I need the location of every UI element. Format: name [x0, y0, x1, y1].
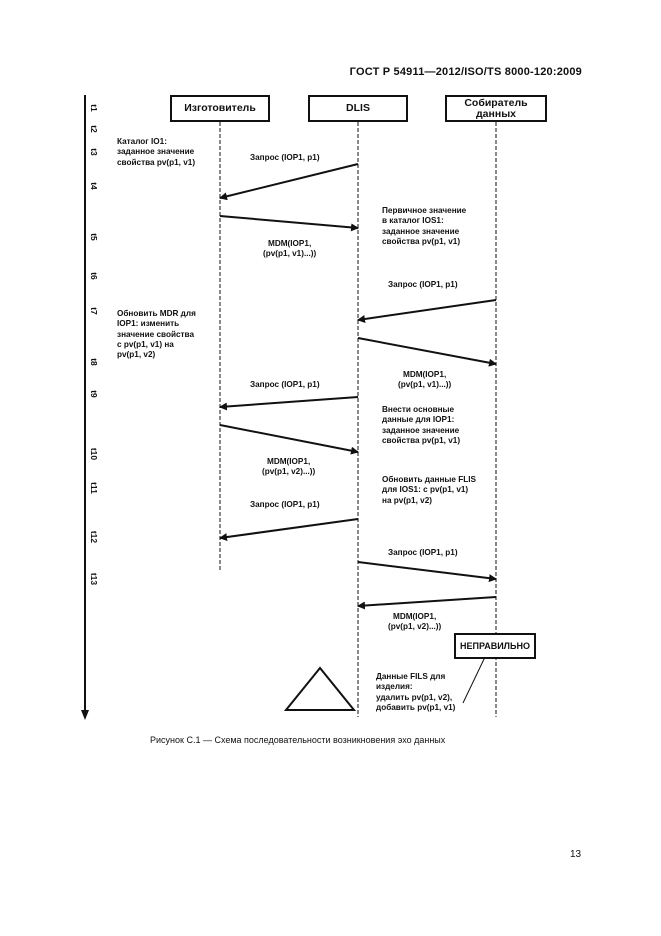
- msg-m8-label: Запрос (IOP1, p1): [388, 548, 458, 557]
- time-axis-arrowhead: [81, 710, 89, 720]
- note-primary-value: Первичное значение в каталог IOS1: заданное значение свойства pv(p1, v1): [382, 206, 467, 246]
- wrong-label-box: НЕПРАВИЛЬНО: [454, 633, 536, 659]
- tick-t5: t5: [89, 233, 99, 241]
- msg-m3-label: Запрос (IOP1, p1): [388, 280, 458, 289]
- tick-t6: t6: [89, 272, 99, 280]
- note-enter-master-data: Внести основные данные для IOP1: заданное значение свойства pv(p1, v1): [382, 405, 461, 445]
- note-update-mdr: Обновить MDR для IOP1: изменить значение свойства с pv(p1, v1) на pv(p1, v2): [117, 309, 196, 360]
- tick-t2: t2: [89, 125, 99, 133]
- tick-t9: t9: [89, 390, 99, 398]
- tick-t13: t13: [89, 572, 99, 586]
- arrow-m9: [358, 597, 496, 606]
- standard-header: ГОСТ Р 54911—2012/ISO/TS 8000-120:2009: [349, 66, 582, 78]
- actor-manufacturer: Изготовитель: [170, 95, 270, 122]
- note-catalog-io1: Каталог IO1: заданное значение свойства pv(p1, v1): [117, 137, 196, 167]
- arrow-m3: [358, 300, 496, 320]
- note-update-flis: Обновить данные FLIS для IOS1: с pv(p1, v1) на pv(p1, v2): [382, 475, 476, 505]
- tick-t10: t10: [89, 447, 99, 461]
- arrow-m6: [220, 425, 358, 452]
- msg-m4-label: MDM(IOP1, (pv(p1, v1)...)): [398, 370, 452, 390]
- msg-m9-label: MDM(IOP1, (pv(p1, v2)...)): [388, 612, 442, 632]
- warning-triangle-icon: [286, 668, 354, 710]
- note-fils-data: Данные FILS для изделия: удалить pv(p1, v2), добавить pv(p1, v1): [376, 672, 456, 712]
- msg-m5-label: Запрос (IOP1, p1): [250, 380, 320, 389]
- arrow-m5: [220, 397, 358, 407]
- tick-t4: t4: [89, 182, 99, 190]
- tick-t8: t8: [89, 358, 99, 366]
- tick-t11: t11: [89, 482, 99, 494]
- arrow-m2: [220, 216, 358, 228]
- tick-t1: t1: [89, 104, 99, 112]
- tick-t12: t12: [89, 530, 99, 544]
- msg-m6-label: MDM(IOP1, (pv(p1, v2)...)): [262, 457, 316, 477]
- arrow-m4: [358, 338, 496, 364]
- arrow-m7: [220, 519, 358, 538]
- wrong-connector: [463, 657, 485, 703]
- arrow-m8: [358, 562, 496, 579]
- page-number: 13: [570, 849, 582, 860]
- arrow-m1: [220, 164, 358, 198]
- figure-caption: Рисунок С.1 — Схема последовательности возникновения эхо данных: [150, 735, 446, 745]
- msg-m7-label: Запрос (IOP1, p1): [250, 500, 320, 509]
- tick-t7: t7: [89, 307, 99, 315]
- msg-m2-label: MDM(IOP1, (pv(p1, v1)...)): [263, 239, 317, 259]
- actor-dlis: DLIS: [308, 95, 408, 122]
- tick-t3: t3: [89, 148, 99, 156]
- msg-m1-label: Запрос (IOP1, p1): [250, 153, 320, 162]
- actor-collector: Собиратель данных: [445, 95, 547, 122]
